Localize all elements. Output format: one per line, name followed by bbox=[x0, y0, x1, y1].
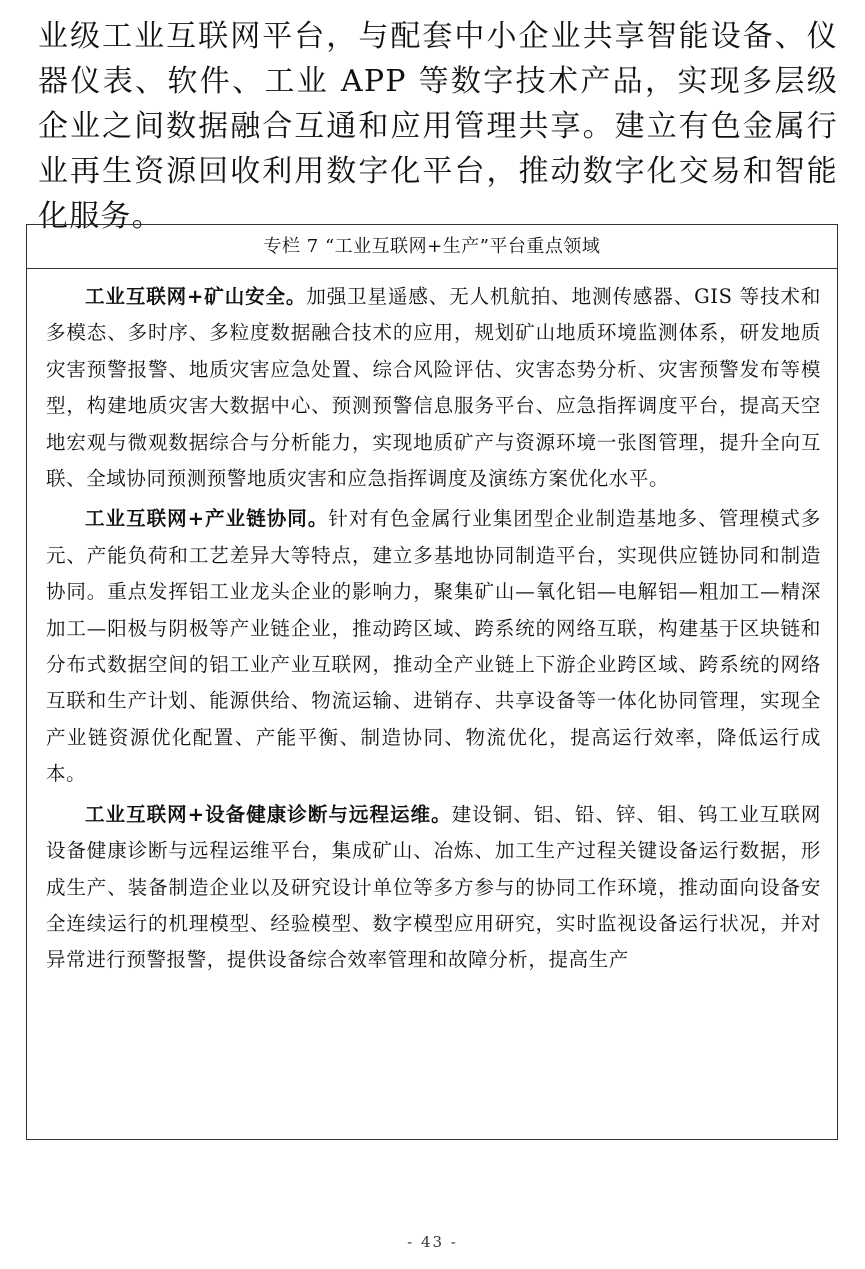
paragraph-equipment-health bbox=[46, 797, 821, 979]
paragraph-lead: 工业互联网+产业链协同。 bbox=[85, 507, 329, 531]
paragraph-lead: 工业互联网+设备健康诊断与远程运维。 bbox=[85, 802, 452, 826]
box-body bbox=[27, 269, 837, 979]
paragraph-text: 建设铜、铝、铅、锌、钼、钨工业互联网设备健康诊断与远程运维平台，集成矿山、冶炼、加工生产过程关键设备运行数据，形成生产、装备制造企业以及研究设计单位等多方参与的协同工作环境，推动面向设备安全连续运行的机理模型、经验模型、数字模型应用研究，实时监视设备运行状况，并对异常进行预警报警，提供设备综合效率管理和故障分析，提高生产 bbox=[46, 802, 821, 972]
paragraph-mine-safety bbox=[46, 279, 821, 497]
paragraph-lead: 工业互联网+矿山安全。 bbox=[85, 285, 307, 308]
feature-box bbox=[26, 224, 838, 1140]
intro-paragraph: 业级工业互联网平台，与配套中小企业共享智能设备、仪器仪表、软件、工业 APP 等数字技术产品，实现多层级企业之间数据融合互通和应用管理共享。建立有色金属行业再生资源回收利用数字化平台，推动数字化交易和智能化服务。 bbox=[38, 19, 838, 234]
paragraph-industry-chain bbox=[46, 501, 821, 792]
box-title: 专栏 7 “工业互联网+生产”平台重点领域 bbox=[27, 225, 837, 269]
page-number: - 43 - bbox=[407, 1233, 458, 1251]
paragraph-text: 加强卫星遥感、无人机航拍、地测传感器、GIS 等技术和多模态、多时序、多粒度数据融合技术的应用，规划矿山地质环境监测体系，研发地质灾害预警报警、地质灾害应急处置、综合风险评估、灾害态势分析、灾害预警发布等模型，构建地质灾害大数据中心、预测预警信息服务平台、应急指挥调度平台，提高天空地宏观与微观数据综合与分析能力，实现地质矿产与资源环境一张图管理，提升全向互联、全域协同预测预警地质灾害和应急指挥调度及演练方案优化水平。 bbox=[46, 285, 821, 491]
paragraph-text: 针对有色金属行业集团型企业制造基地多、管理模式多元、产能负荷和工艺差异大等特点，建立多基地协同制造平台，实现供应链协同和制造协同。重点发挥铝工业龙头企业的影响力，聚集矿山—氧化铝—电解铝—粗加工—精深加工—阳极与阴极等产业链企业，推动跨区域、跨系统的网络互联，构建基于区块链和分布式数据空间的铝工业产业互联网，推动全产业链上下游企业跨区域、跨系统的网络互联和生产计划、能源供给、物流运输、进销存、共享设备等一体化协同管理，实现全产业链资源优化配置、产能平衡、制造协同、物流优化，提高运行效率，降低运行成本。 bbox=[46, 507, 821, 786]
